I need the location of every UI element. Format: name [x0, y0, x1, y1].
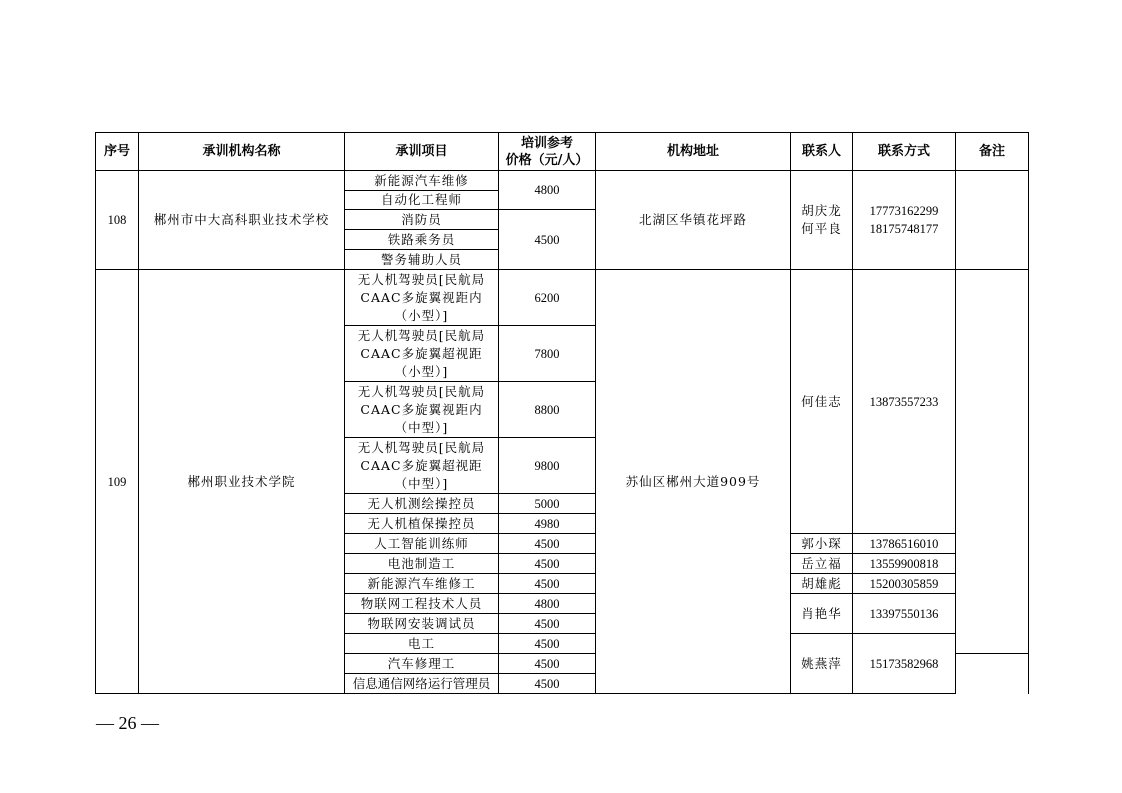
price-cell: 4800: [499, 594, 596, 614]
phone-number: 18175748177: [869, 222, 939, 236]
price-cell: 4500: [499, 554, 596, 574]
price-cell: 8800: [499, 382, 596, 438]
project-line: （中型）]: [394, 419, 449, 435]
project-cell: 汽车修理工: [345, 654, 499, 674]
price-cell: 4500: [499, 654, 596, 674]
project-cell: 警务辅助人员: [345, 250, 499, 270]
project-line: 无人机驾驶员[民航局: [357, 439, 486, 455]
contact-name: 何平良: [801, 221, 842, 236]
contact-cell: 郭小琛: [791, 534, 853, 554]
header-price-line1: 培训参考: [520, 135, 573, 151]
seq-cell: 108: [96, 171, 139, 270]
price-cell: 4500: [499, 614, 596, 634]
project-cell: [345, 382, 499, 438]
table-row: [96, 270, 1029, 326]
price-cell: 7800: [499, 326, 596, 382]
project-line: 无人机驾驶员[民航局: [357, 271, 486, 287]
project-line: 无人机驾驶员[民航局: [357, 327, 486, 343]
project-cell: 电工: [345, 634, 499, 654]
table-row: [96, 171, 1029, 191]
contact-cell: 姚燕萍: [791, 634, 853, 694]
price-cell: 4980: [499, 514, 596, 534]
project-cell: 物联网安装调试员: [345, 614, 499, 634]
project-cell: 信息通信网络运行管理员: [345, 674, 499, 694]
org-cell: 郴州市中大高科职业技术学校: [139, 171, 345, 270]
price-cell: 4800: [499, 171, 596, 210]
project-cell: 消防员: [345, 210, 499, 230]
header-price: [499, 133, 596, 171]
price-cell: 4500: [499, 574, 596, 594]
project-line: （小型）]: [394, 363, 449, 379]
project-cell: 铁路乘务员: [345, 230, 499, 250]
price-cell: 5000: [499, 494, 596, 514]
project-cell: 无人机测绘操控员: [345, 494, 499, 514]
project-line: CAAC多旋翼视距内: [360, 289, 483, 305]
header-project: 承训项目: [345, 133, 499, 171]
price-cell: 4500: [499, 534, 596, 554]
seq-cell: 109: [96, 270, 139, 694]
contact-cell: 何佳志: [791, 270, 853, 534]
project-cell: [345, 438, 499, 494]
project-cell: [345, 326, 499, 382]
project-line: CAAC多旋翼超视距: [360, 345, 483, 361]
header-row: [96, 133, 1029, 171]
phone-cell: 13559900818: [853, 554, 956, 574]
project-cell: [345, 270, 499, 326]
price-cell: 6200: [499, 270, 596, 326]
project-cell: 无人机植保操控员: [345, 514, 499, 534]
phone-cell: 15173582968: [853, 634, 956, 694]
price-cell: 9800: [499, 438, 596, 494]
project-line: 无人机驾驶员[民航局: [357, 383, 486, 399]
note-cell: [956, 171, 1029, 270]
phone-cell: [853, 171, 956, 270]
header-address: 机构地址: [596, 133, 791, 171]
header-note: 备注: [956, 133, 1029, 171]
phone-cell: 15200305859: [853, 574, 956, 594]
note-cell: [956, 270, 1029, 654]
contact-cell: 肖艳华: [791, 594, 853, 634]
project-line: CAAC多旋翼视距内: [360, 401, 483, 417]
header-seq: 序号: [96, 133, 139, 171]
header-contact: 联系人: [791, 133, 853, 171]
project-line: （小型）]: [394, 307, 449, 323]
header-org: 承训机构名称: [139, 133, 345, 171]
contact-name: 胡庆龙: [801, 203, 842, 218]
project-line: CAAC多旋翼超视距: [360, 457, 483, 473]
phone-cell: 13873557233: [853, 270, 956, 534]
header-price-line2: 价格（元/人）: [505, 152, 589, 168]
header-phone: 联系方式: [853, 133, 956, 171]
contact-cell: [791, 171, 853, 270]
contact-cell: 胡雄彪: [791, 574, 853, 594]
address-cell: 苏仙区郴州大道909号: [596, 270, 791, 694]
price-cell: 4500: [499, 674, 596, 694]
training-institutions-table: [95, 132, 1029, 694]
page-number: — 26 —: [96, 713, 159, 733]
phone-number: 17773162299: [869, 204, 939, 218]
contact-cell: 岳立福: [791, 554, 853, 574]
org-cell: 郴州职业技术学院: [139, 270, 345, 694]
price-cell: 4500: [499, 634, 596, 654]
project-cell: 自动化工程师: [345, 191, 499, 210]
phone-cell: 13786516010: [853, 534, 956, 554]
address-cell: 北湖区华镇花坪路: [596, 171, 791, 270]
project-cell: 新能源汽车维修: [345, 171, 499, 191]
project-cell: 新能源汽车维修工: [345, 574, 499, 594]
price-cell: 4500: [499, 210, 596, 270]
project-line: （中型）]: [394, 475, 449, 491]
phone-cell: 13397550136: [853, 594, 956, 634]
project-cell: 人工智能训练师: [345, 534, 499, 554]
project-cell: 电池制造工: [345, 554, 499, 574]
project-cell: 物联网工程技术人员: [345, 594, 499, 614]
